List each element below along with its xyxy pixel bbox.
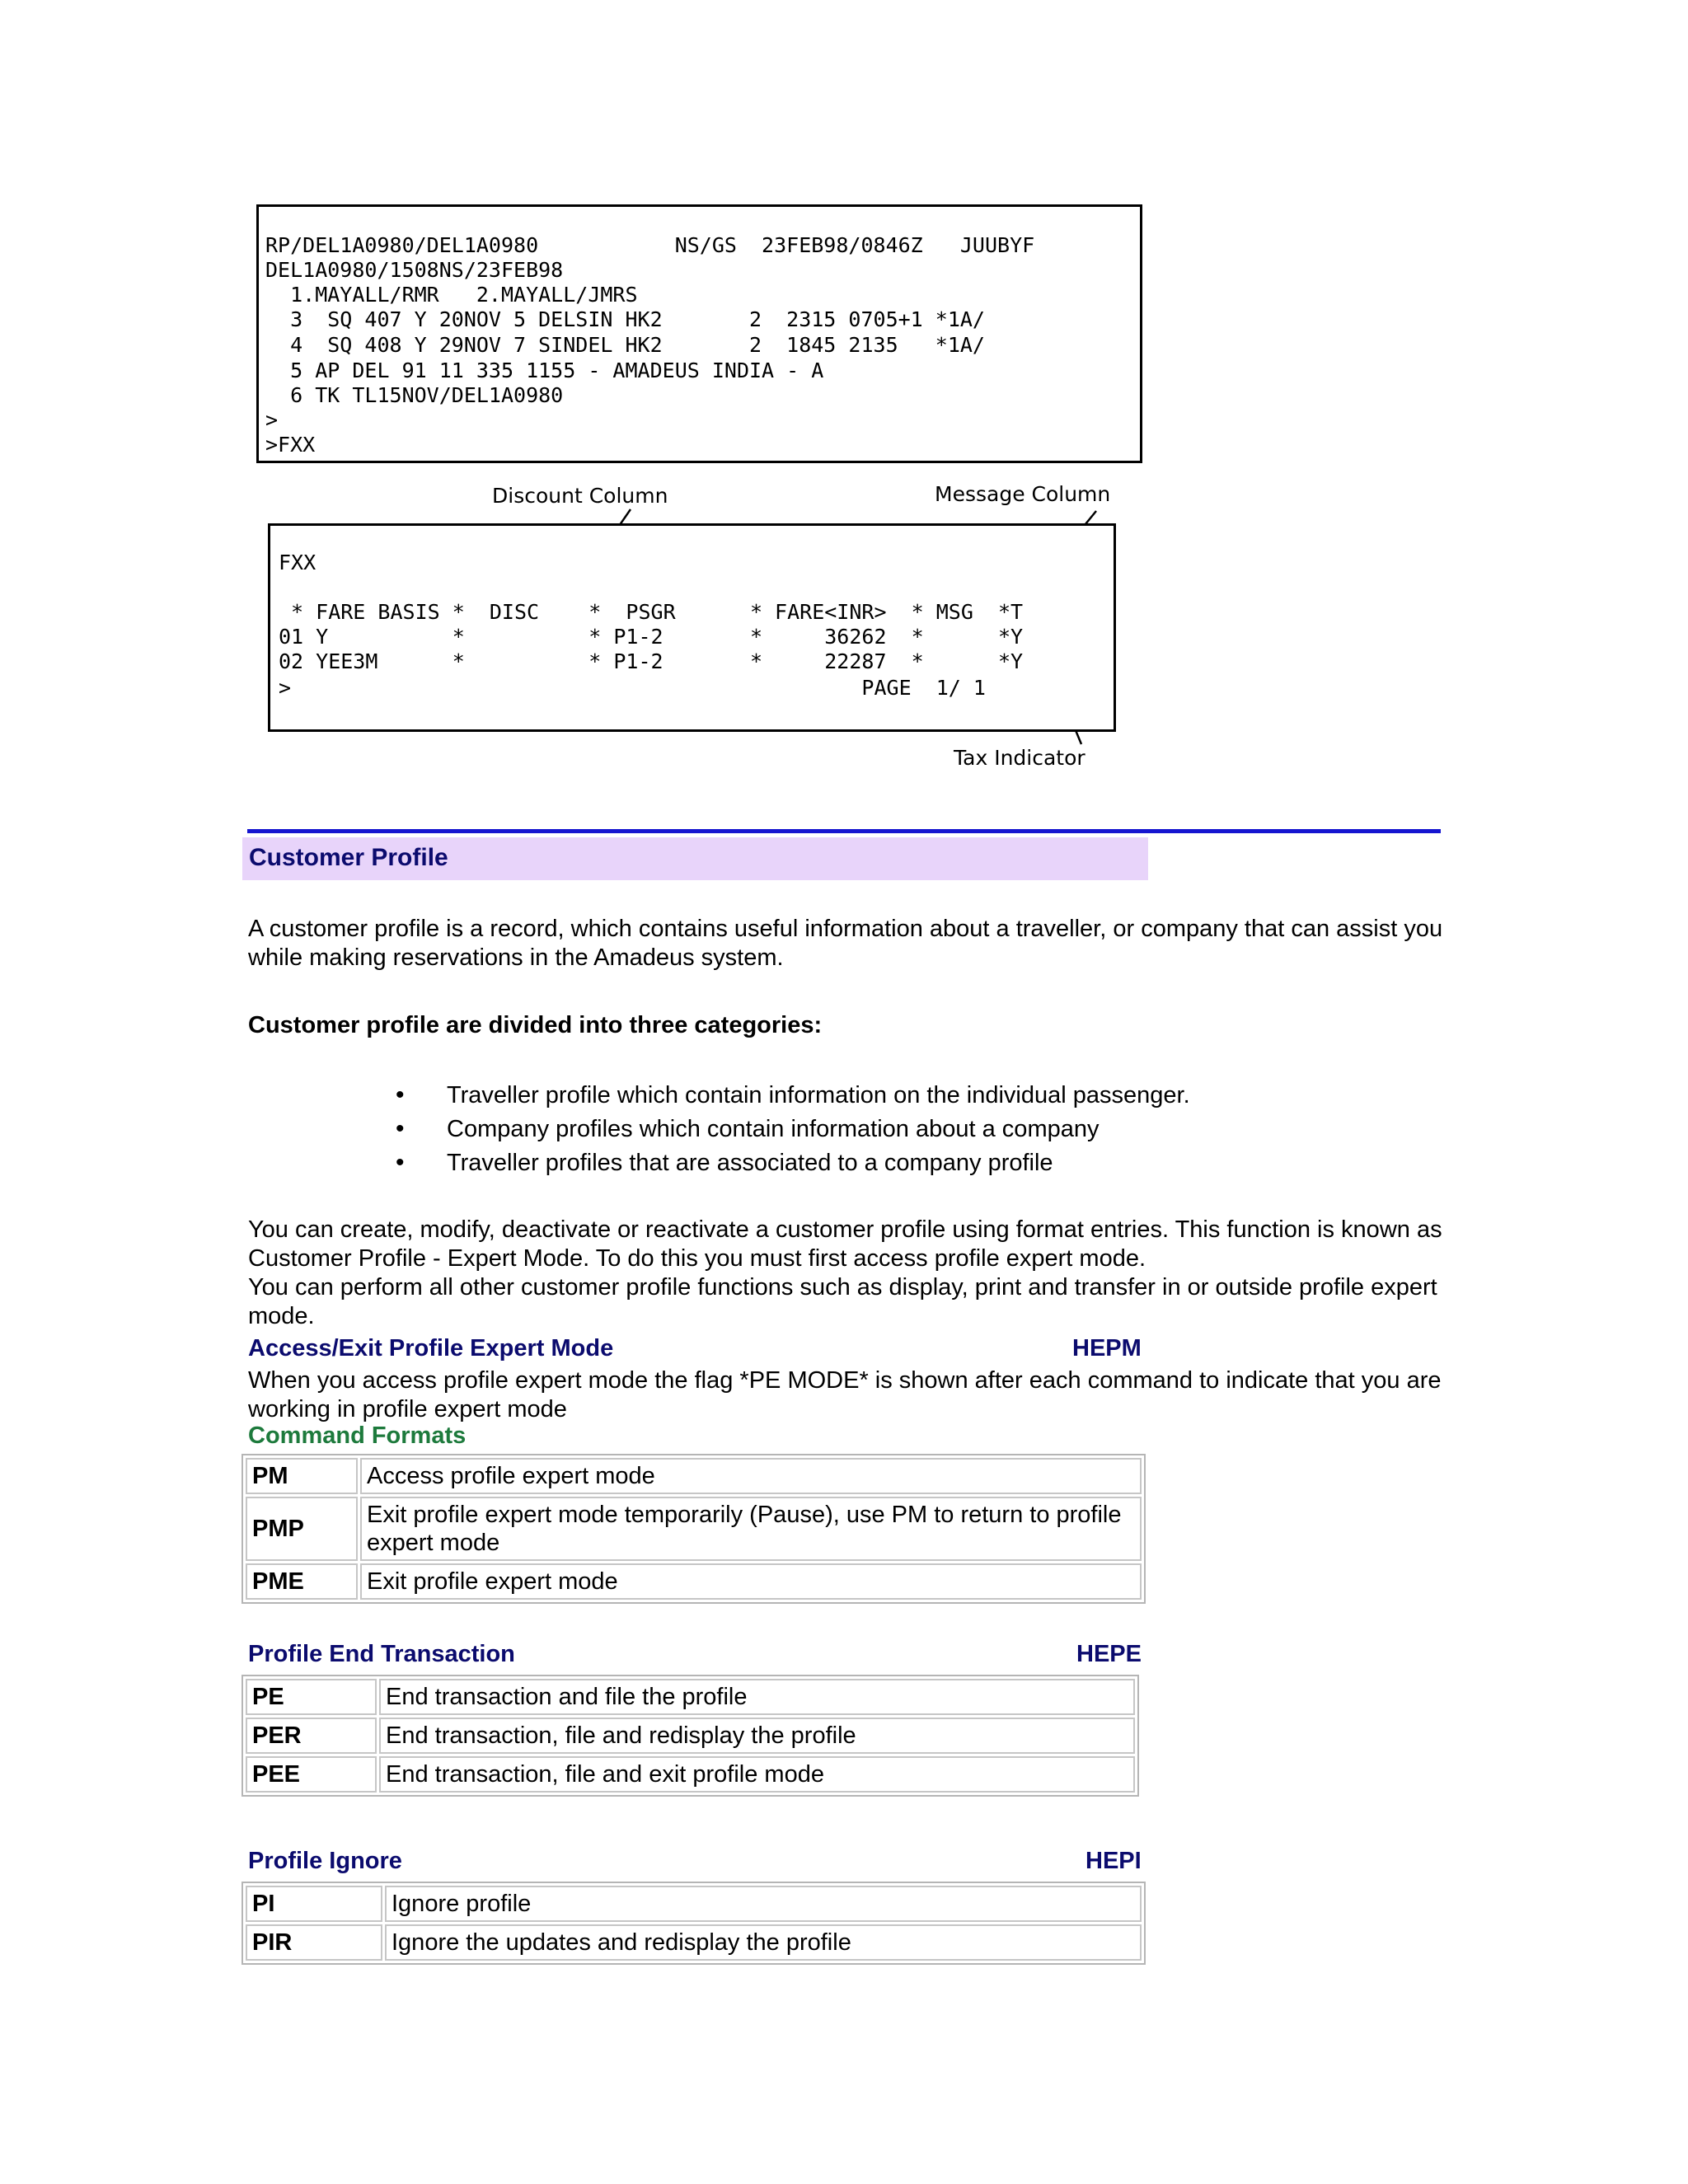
access-title: Access/Exit Profile Expert Mode xyxy=(248,1335,614,1361)
section-title: Customer Profile xyxy=(249,844,448,871)
category-item: Company profiles which contain information about a company xyxy=(447,1116,1100,1142)
table-row xyxy=(246,1497,1142,1561)
message-column-label: Message Column xyxy=(935,482,1111,506)
pnr-line: > xyxy=(265,408,279,432)
pnr-line: 4 SQ 408 Y 29NOV 7 SINDEL HK2 2 1845 2135 *1A/ xyxy=(265,333,985,357)
command-desc: End transaction, file and redisplay the profile xyxy=(379,1718,1135,1754)
fare-line: FXX xyxy=(279,551,316,574)
pnr-line: RP/DEL1A0980/DEL1A0980 NS/GS 23FEB98/0846Z JUUBYF xyxy=(265,233,1035,257)
tax-indicator-label: Tax Indicator xyxy=(954,746,1085,770)
table-row xyxy=(246,1458,1142,1494)
command-desc: Ignore profile xyxy=(385,1886,1142,1922)
fare-screen xyxy=(268,523,1116,732)
table-row xyxy=(246,1718,1135,1754)
fare-line: > PAGE 1/ 1 xyxy=(279,676,986,700)
command-code: PIR xyxy=(246,1924,382,1961)
end-transaction-code: HEPE xyxy=(1076,1641,1142,1667)
fare-line: 01 Y * * P1-2 * 36262 * *Y xyxy=(279,625,1024,649)
command-code: PMP xyxy=(246,1497,358,1561)
ignore-code: HEPI xyxy=(1085,1848,1142,1874)
ignore-title: Profile Ignore xyxy=(248,1848,402,1874)
intro-paragraph: A customer profile is a record, which contains useful information about a traveller, or company that can assist you while making reservations in the Amadeus system. xyxy=(248,916,1443,971)
pnr-line: DEL1A0980/1508NS/23FEB98 xyxy=(265,258,564,282)
pnr-line: 1.MAYALL/RMR 2.MAYALL/JMRS xyxy=(265,283,638,307)
end-transaction-title: Profile End Transaction xyxy=(248,1641,515,1667)
category-item: Traveller profiles that are associated to a company profile xyxy=(447,1150,1053,1176)
command-code: PEE xyxy=(246,1756,377,1793)
command-code: PME xyxy=(246,1563,358,1600)
command-code: PER xyxy=(246,1718,377,1754)
table-row xyxy=(246,1679,1135,1715)
command-desc: End transaction and file the profile xyxy=(379,1679,1135,1715)
expert-mode-paragraph: You can create, modify, deactivate or reactivate a customer profile using format entries. This function is known as Customer Profile - Expert Mode. To do this you must first access profile expert mode. xyxy=(248,1216,1442,1272)
command-desc: End transaction, file and exit profile mode xyxy=(379,1756,1135,1793)
pnr-line: 3 SQ 407 Y 20NOV 5 DELSIN HK2 2 2315 0705+1 *1A/ xyxy=(265,307,985,331)
bullet-dot: • xyxy=(396,1149,405,1176)
ignore-table xyxy=(241,1882,1146,1965)
pnr-line: 6 TK TL15NOV/DEL1A0980 xyxy=(265,383,564,407)
access-description: When you access profile expert mode the flag *PE MODE* is shown after each command to indicate that you are working in profile expert mode xyxy=(248,1367,1442,1422)
command-formats-label: Command Formats xyxy=(248,1422,467,1449)
table-row xyxy=(246,1924,1142,1961)
command-code: PI xyxy=(246,1886,382,1922)
bullet-dot: • xyxy=(396,1115,405,1142)
fare-line: 02 YEE3M * * P1-2 * 22287 * *Y xyxy=(279,649,1024,673)
pnr-line: 5 AP DEL 91 11 335 1155 - AMADEUS INDIA - A xyxy=(265,359,824,382)
other-functions-paragraph: You can perform all other customer profile functions such as display, print and transfer in or outside profile expert mode. xyxy=(248,1274,1437,1329)
command-desc: Ignore the updates and redisplay the profile xyxy=(385,1924,1142,1961)
end-transaction-table xyxy=(241,1675,1139,1797)
table-row xyxy=(246,1886,1142,1922)
command-desc: Exit profile expert mode xyxy=(360,1563,1142,1600)
command-desc: Exit profile expert mode temporarily (Pause), use PM to return to profile expert mode xyxy=(360,1497,1142,1561)
table-row xyxy=(246,1563,1142,1600)
pnr-line: >FXX xyxy=(265,433,316,457)
access-code: HEPM xyxy=(1072,1335,1142,1361)
category-item: Traveller profile which contain information on the individual passenger. xyxy=(447,1082,1190,1108)
fare-line: * FARE BASIS * DISC * PSGR * FARE<INR> * MSG *T xyxy=(279,600,1024,624)
command-code: PM xyxy=(246,1458,358,1494)
bullet-dot: • xyxy=(396,1081,405,1108)
discount-column-label: Discount Column xyxy=(492,484,668,508)
access-command-table xyxy=(241,1454,1146,1604)
table-row xyxy=(246,1756,1135,1793)
command-desc: Access profile expert mode xyxy=(360,1458,1142,1494)
categories-heading: Customer profile are divided into three categories: xyxy=(248,1012,823,1038)
section-rule xyxy=(247,829,1441,833)
command-code: PE xyxy=(246,1679,377,1715)
